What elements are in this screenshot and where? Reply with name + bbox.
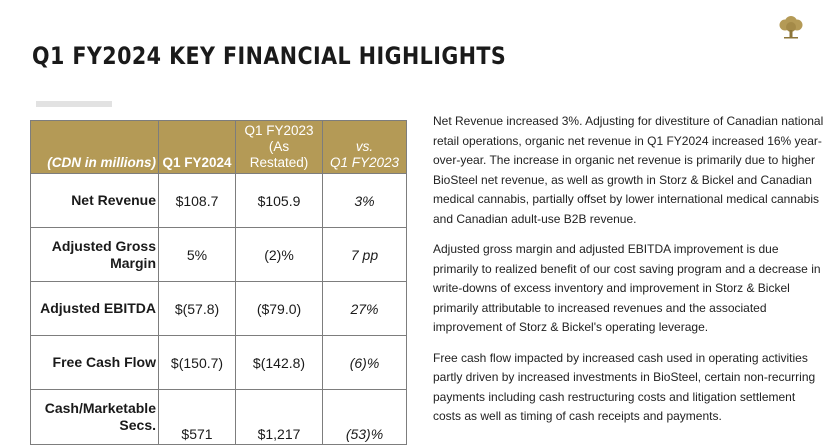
table-row [31, 174, 407, 228]
value-fy2024: $108.7 [159, 174, 236, 228]
value-fy2023: $105.9 [236, 174, 323, 228]
value-change: 3% [323, 174, 407, 228]
row-label-line1: Cash/Marketable [44, 400, 156, 416]
value-change: 7 pp [323, 228, 407, 282]
table-row [31, 390, 407, 445]
value-fy2023: ($79.0) [236, 282, 323, 336]
value-fy2023: $(142.8) [236, 336, 323, 390]
commentary-paragraph: Adjusted gross margin and adjusted EBITDA improvement is due primarily to realized benefit of our cost saving program and a decrease in write-downs of excess inventory and improvement in Storz & Bickel primarily attributable to increased revenues and the associated improvement of Storz & Bickel's operating leverage. [433, 242, 821, 334]
header-vs-prior [323, 121, 407, 174]
header-vs-line2: Q1 FY2023 [329, 155, 400, 170]
commentary-paragraph: Free cash flow impacted by increased cash used in operating activities partly driven by increased investments in BioSteel, certain non-recurring payments including cash restructuring costs and litigation settlement costs as well as timing of cash receipts and payments. [433, 350, 816, 423]
value-fy2024: $(150.7) [159, 336, 236, 390]
row-label [31, 390, 159, 445]
row-label-line1: Adjusted Gross [51, 237, 156, 254]
row-label: Adjusted EBITDA [31, 282, 159, 336]
page-title: Q1 FY2024 KEY FINANCIAL HIGHLIGHTS [32, 42, 507, 70]
row-label: Net Revenue [31, 174, 159, 228]
row-label [31, 228, 159, 282]
commentary-paragraph: Net Revenue increased 3%. Adjusting for divestiture of Canadian national retail operations, organic net revenue in Q1 FY2024 increased 16% year-over-year. The increase in organic net revenue is primarily due to higher BioSteel net revenue, as well as growth in Storz & Bickel and Canadian medical cannabis, partially offset by lower international medical cannabis and Canadian adult-use B2B revenue. [433, 114, 824, 226]
header-q1-fy2023-line2: (As Restated) [249, 139, 309, 170]
header-q1-fy2023-line1: Q1 FY2023 [244, 123, 314, 138]
header-cdn-label: (CDN in millions) [31, 121, 159, 174]
value-fy2023: (2)% [236, 228, 323, 282]
value-change: (53)% [323, 390, 407, 445]
title-underline [36, 101, 112, 107]
table-row [31, 228, 407, 282]
financial-highlights-table [30, 120, 407, 445]
header-q1-fy2023 [236, 121, 323, 174]
value-fy2024: 5% [159, 228, 236, 282]
value-change: 27% [323, 282, 407, 336]
header-vs-line1: vs. [355, 139, 374, 154]
value-fy2024: $(57.8) [159, 282, 236, 336]
value-change: (6)% [323, 336, 407, 390]
commentary-text [433, 112, 825, 438]
row-label: Free Cash Flow [31, 336, 159, 390]
table-header-row [31, 121, 407, 174]
table-row [31, 336, 407, 390]
header-q1-fy2024: Q1 FY2024 [159, 121, 236, 174]
row-label-line2: Margin [110, 254, 156, 271]
value-fy2024: $571 [159, 390, 236, 445]
table-row [31, 282, 407, 336]
row-label-line2: Secs. [119, 417, 156, 433]
tree-icon [778, 16, 804, 40]
value-fy2023: $1,217 [236, 390, 323, 445]
